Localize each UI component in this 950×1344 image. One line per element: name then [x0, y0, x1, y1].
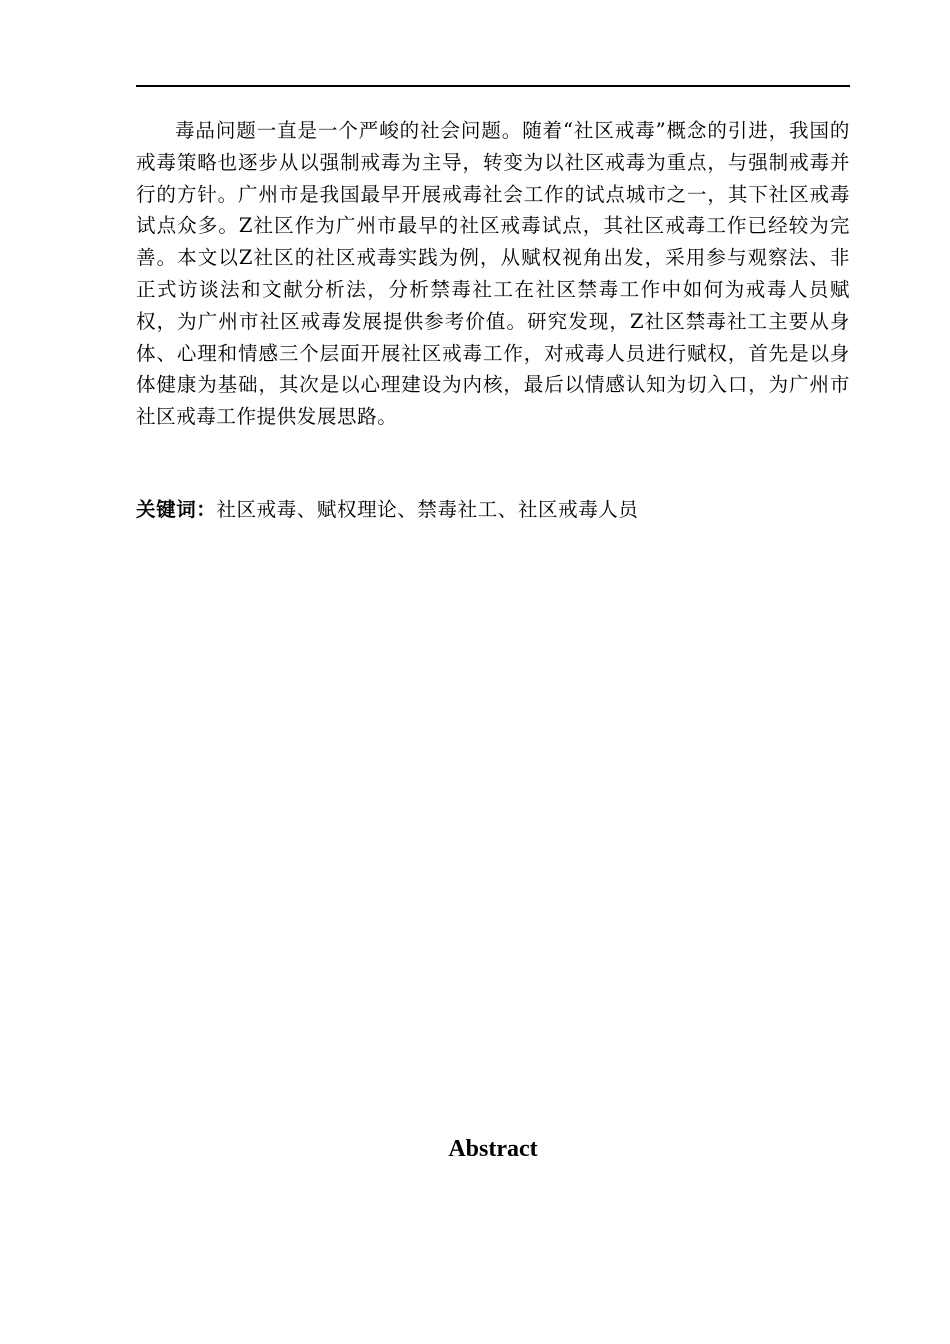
english-abstract-heading: Abstract [448, 1136, 538, 1162]
keywords-label: 关键词： [136, 498, 217, 521]
header-rule [136, 85, 850, 87]
keywords-value: 社区戒毒、赋权理论、禁毒社工、社区戒毒人员 [216, 498, 639, 521]
keywords-line [136, 494, 850, 525]
chinese-abstract-paragraph: 毒品问题一直是一个严峻的社会问题。随着“社区戒毒”概念的引进，我国的戒毒策略也逐步从以强制戒毒为主导，转变为以社区戒毒为重点，与强制戒毒并行的方针。广州市是我国最早开展戒毒社会工作的试点城市之一，其下社区戒毒试点众多。Z社区作为广州市最早的社区戒毒试点，其社区戒毒工作已经较为完善。本文以Z社区的社区戒毒实践为例，从赋权视角出发，采用参与观察法、非正式访谈法和文献分析法，分析禁毒社工在社区禁毒工作中如何为戒毒人员赋权，为广州市社区戒毒发展提供参考价值。研究发现，Z社区禁毒社工主要从身体、心理和情感三个层面开展社区戒毒工作，对戒毒人员进行赋权，首先是以身体健康为基础，其次是以心理建设为内核，最后以情感认知为切入口，为广州市社区戒毒工作提供发展思路。 [136, 119, 850, 429]
